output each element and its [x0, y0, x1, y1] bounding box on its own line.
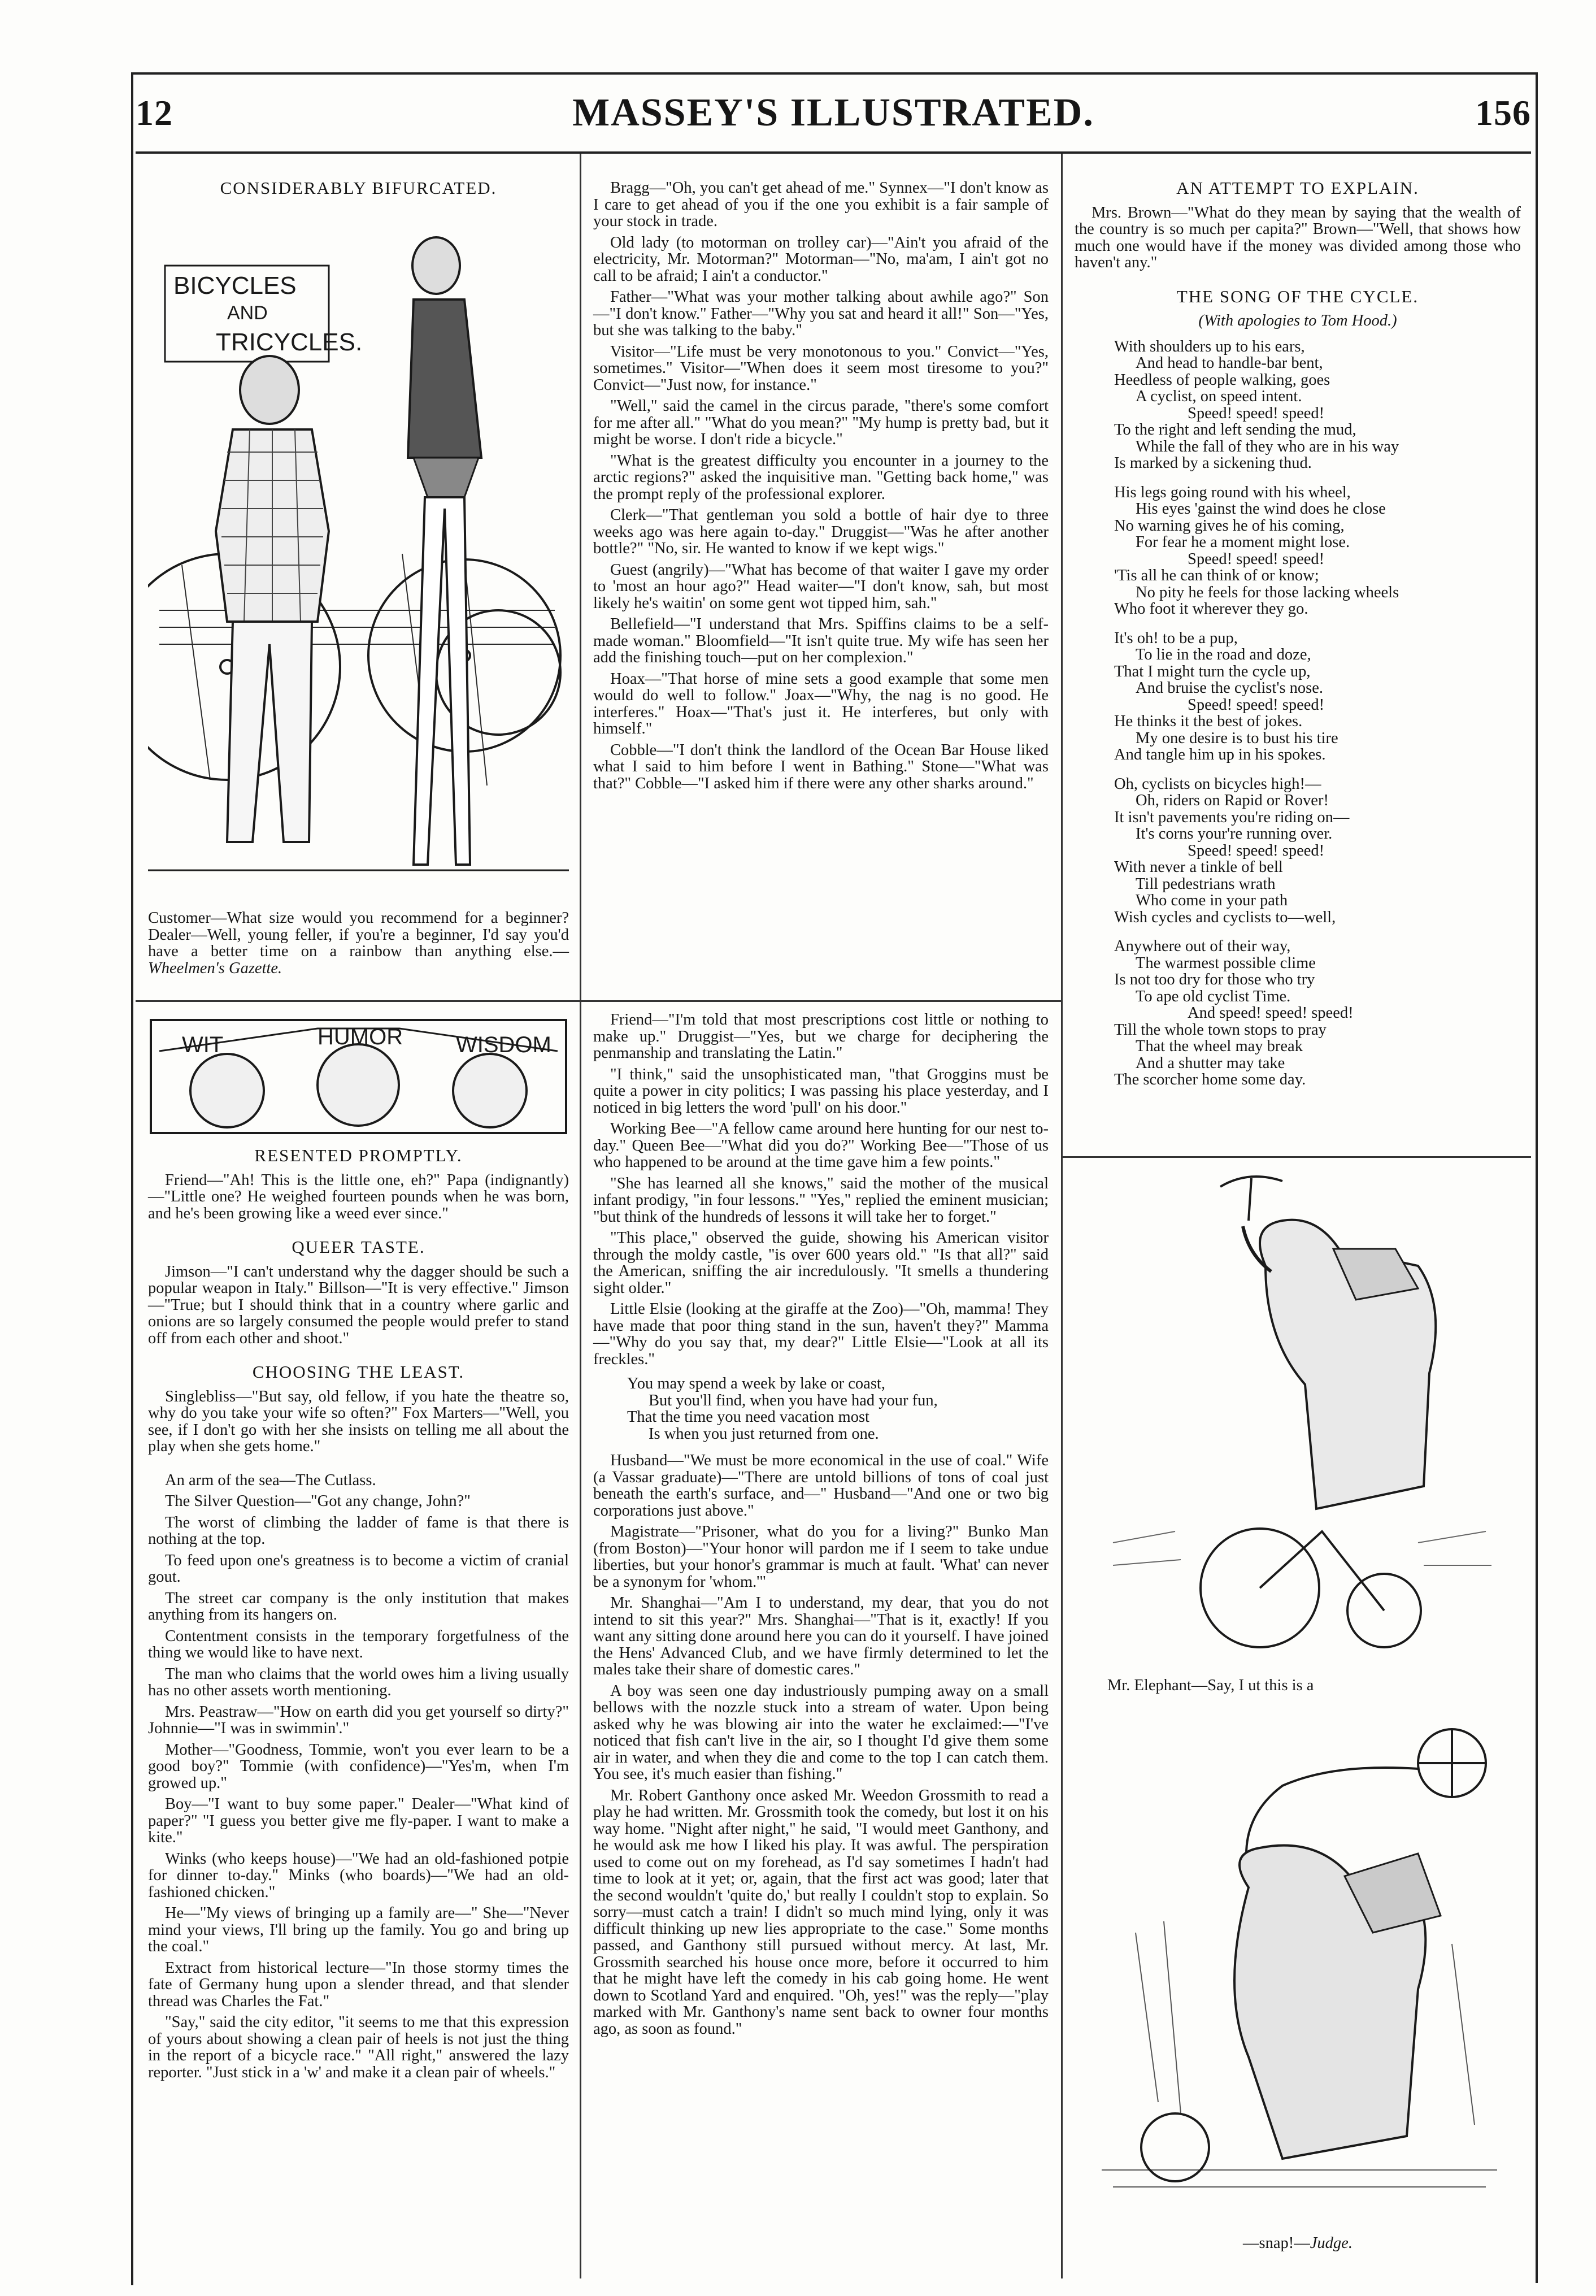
bicycle-wheels: [148, 554, 560, 780]
joke-paragraph: "She has learned all she knows," said the mother of the musical infant prodigy, "in four lessons." "Yes," replied the eminent musician; "but think of the hundreds of lessons it will take her to forget.": [593, 1174, 1049, 1226]
misc-paragraph: The man who claims that the world owes him a living usually has no other assets worth mentioning.: [148, 1665, 569, 1699]
joke-paragraph: Clerk—"That gentleman you sold a bottle of hair dye to three weeks ago was here again to-day." Druggist—"Was he after another bottle?" "No, sir. He wanted to know if we kept wigs.": [593, 506, 1049, 557]
poem-line: My one desire is to bust his tire: [1136, 729, 1338, 747]
misc-paragraph: Boy—"I want to buy some paper." Dealer—"What kind of paper?" "I guess you better give me fly-paper. I want to make a kite.": [148, 1795, 569, 1846]
text-attempt: Mrs. Brown—"What do they mean by saying that the wealth of the country is so much per capita?" Brown—"Well, that shows how much one would have if the money was divided among those who haven't any.": [1075, 203, 1521, 271]
right-face-medallion: [453, 1054, 527, 1127]
poem-line: It's corns your're running over.: [1136, 825, 1333, 843]
joke-paragraph: Visitor—"Life must be very monotonous to you." Convict—"Yes, sometimes." Visitor—"When does it seem most tiresome to you?" Convict—"Just now, for instance.": [593, 342, 1049, 394]
customer-figure: [216, 356, 329, 842]
poem-line: Who come in your path: [1136, 892, 1288, 909]
poem-stanza: [1114, 630, 1521, 763]
masthead: [136, 90, 1531, 136]
poem-line: Speed! speed! speed!: [1188, 696, 1325, 714]
banner-humor: HUMOR: [318, 1025, 403, 1049]
elephant-caption-bottom-prefix: —snap!—: [1243, 2234, 1310, 2252]
column-2-bottom: [593, 1012, 1049, 2042]
poem-line: Is not too dry for those who try: [1114, 971, 1315, 988]
banner-wit: WIT: [182, 1032, 224, 1057]
column-2-top: [593, 180, 1049, 796]
cartoon-caption-block: [148, 910, 569, 981]
joke-paragraph: "I think," said the unsophisticated man, "that Groggins must be quite a power in city politics; I was passing his place yesterday, and I noticed in big letters the word 'pull' on his door.": [593, 1065, 1049, 1117]
page-number-left: 12: [136, 93, 173, 133]
song-of-the-cycle-poem: [1075, 338, 1521, 1088]
joke-paragraph: Guest (angrily)—"What has become of that waiter I gave my order to 'most an hour ago?" Head waiter—"I don't know, sah, but most likely he's waitin' on some gent wot tipped him, sah.": [593, 561, 1049, 612]
hatching-background: [159, 554, 555, 785]
joke-paragraph: Mr. Shanghai—"Am I to understand, my dear, that you do not intend to sit this year?" Mrs. Shanghai—"That is it, exactly! If you want any sitting done around here you can do it yourself. I have joined the Hens' Advanced Club, and we have firmly determined to let the males take their share of domestic cares.": [593, 1594, 1049, 1678]
poem-line: While the fall of they who are in his way: [1136, 437, 1399, 455]
elephant-drawing-1: [1079, 1170, 1520, 1667]
poem-line: Speed! speed! speed!: [1188, 550, 1325, 568]
masthead-rule: [136, 151, 1531, 154]
verse-line: Is when you just returned from one.: [649, 1425, 879, 1443]
poem-line: And speed! speed! speed!: [1188, 1004, 1354, 1022]
divider-col2: [581, 1000, 1061, 1002]
poem-line: With never a tinkle of bell: [1114, 858, 1283, 876]
misc-paragraph: He—"My views of bringing up a family are—" She—"Never mind your views, I'll bring up the family. You go and bring up the coal.": [148, 1904, 569, 1955]
poem-line: No warning gives he of his coming,: [1114, 517, 1345, 535]
verse-line: That the time you need vacation most: [627, 1408, 869, 1426]
poem-line: It's oh! to be a pup,: [1114, 629, 1238, 647]
joke-paragraph: A boy was seen one day industriously pumping away on a small bellows with the nozzle stuck into a stream of water. Upon being asked why he was blowing air into the water he exclaimed:—"I've noticed that fish can't live in the air, so I thought I'd give them some air in water, and when they die and come to the top I can catch them. You see, it's much easier than fishing.": [593, 1682, 1049, 1783]
divider-col1: [136, 1000, 580, 1002]
shop-sign-line2: AND: [227, 302, 268, 324]
poem-line: To the right and left sending the mud,: [1114, 421, 1356, 439]
column-3: [1075, 180, 1521, 1101]
joke-paragraph: Magistrate—"Prisoner, what do you for a living?" Bunko Man (from Boston)—"Your honor will pardon me if I seem to take undue liberties, but your honor's grammar is much at fault. 'What' can never be a synonym for 'whom.'": [593, 1523, 1049, 1591]
joke-paragraph: Old lady (to motorman on trolley car)—"Ain't you afraid of the electricity, Mr. Motorman?" Motorman—"No, ma'am, I ain't got no call to be afraid; I ain't a conductor.": [593, 233, 1049, 285]
joke-paragraph: Bragg—"Oh, you can't get ahead of me." Synnex—"I don't know as I care to get ahead of you if the one you exhibit is a fair sample of your stock in trade.: [593, 179, 1049, 230]
joke-paragraph: Mr. Robert Ganthony once asked Mr. Weedon Grossmith to read a play he had written. Mr. Grossmith took the comedy, but lost it on his way home. "Night after night," he said, "I would meet Ganthony, and he would ask me how I liked his play. It was awful. The perspiration used to come out on my forehead, as I'd say sometimes I hadn't had time to look at it yet; or, again, that the first act was good; later that the second wouldn't 'quite do,' but really I couldn't stop to explain. So sorry—must catch a train! I didn't so much mind lying, only it was difficult thinking up new lies appropriate to the case." Some months passed, and Ganthony still pursued without mercy. At last, Mr. Grossmith searched his house once more, before it occurred to him that he might have left the comedy in his cab going home. He went down to Scotland Yard and enquired. "Oh, yes!" was the reply—"play marked with Mr. Ganthony's name sent back to owner four months ago, as soon as found.": [593, 1786, 1049, 2038]
banner-wisdom: WISDOM: [456, 1032, 551, 1057]
misc-paragraph: Winks (who keeps house)—"We had an old-fashioned potpie for dinner to-day." Minks (who boards)—"We had an old-fashioned chicken.": [148, 1850, 569, 1901]
heading-attempt: AN ATTEMPT TO EXPLAIN.: [1176, 178, 1419, 198]
cartoon-drawing: [148, 215, 569, 899]
col2-bottom-paragraphs: [593, 1012, 1049, 1368]
poem-line: 'Tis all he can think of or know;: [1114, 567, 1319, 584]
joke-paragraph: Cobble—"I don't think the landlord of the Ocean Bar House liked what I said to him before I went in Bathing." Stone—"What was that?" Cobble—"I asked him if there were any other sharks around.": [593, 741, 1049, 792]
poem-line: To lie in the road and doze,: [1136, 646, 1311, 663]
poem-stanza: [1114, 338, 1521, 472]
song-subtitle: (With apologies to Tom Hood.): [1198, 312, 1397, 329]
poem-line: For fear he a moment might lose.: [1136, 533, 1350, 551]
misc-paragraph: Extract from historical lecture—"In those stormy times the fate of Germany hung upon a slender thread, and that slender thread was Charles the Fat.": [148, 1959, 569, 2010]
misc-paragraphs: [148, 1472, 569, 2081]
poem-line: His legs going round with his wheel,: [1114, 483, 1351, 501]
poem-stanza: [1114, 776, 1521, 926]
vacation-verse: [593, 1375, 1049, 1442]
joke-paragraph: Hoax—"That horse of mine sets a good example that some men would do well to follow." Joax—"Why, the nag is no good. He interferes." Hoax—"That's just it. He interferes, but only with himself.": [593, 670, 1049, 737]
joke-paragraph: "What is the greatest difficulty you encounter in a journey to the arctic regions?" asked the inquisitive man. "Getting back home," was the prompt reply of the professional explorer.: [593, 452, 1049, 503]
poem-line: Is marked by a sickening thud.: [1114, 454, 1312, 472]
poem-line: It isn't pavements you're riding on—: [1114, 808, 1350, 826]
poem-line: Till the whole town stops to pray: [1114, 1021, 1327, 1039]
misc-paragraph: Contentment consists in the temporary forgetfulness of the thing we would like to have next.: [148, 1627, 569, 1661]
joke-paragraph: Working Bee—"A fellow came around here hunting for our nest to-day." Queen Bee—"What did you do?" Working Bee—"Those of us who happened to be around at the time gave him a few points.": [593, 1120, 1049, 1171]
page-number-right: 156: [1475, 93, 1531, 133]
wit-humor-wisdom-banner: [148, 1017, 569, 1136]
heading-resented: RESENTED PROMPTLY.: [254, 1145, 463, 1165]
elephant-drawing-2: [1079, 1707, 1520, 2226]
shop-sign-line1: BICYCLES: [173, 272, 297, 300]
poem-line: That I might turn the cycle up,: [1114, 662, 1311, 680]
poem-line: And bruise the cyclist's nose.: [1136, 679, 1324, 697]
caption-text: Customer—What size would you recommend for a beginner? Dealer—Well, young feller, if you're a beginner, I'd say you'd have a better time on a rainbow than anything else.—: [148, 909, 569, 960]
elephant-crash-illustration: [1079, 1707, 1520, 2226]
verse-line: You may spend a week by lake or coast,: [627, 1375, 885, 1392]
poem-line: Oh, cyclists on bicycles high!—: [1114, 775, 1321, 793]
misc-paragraph: Mrs. Peastraw—"How on earth did you get yourself so dirty?" Johnnie—"I was in swimmin'.": [148, 1703, 569, 1737]
poem-line: Till pedestrians wrath: [1136, 875, 1276, 893]
poem-line: And head to handle-bar bent,: [1136, 354, 1323, 372]
heading-bifurcated: CONSIDERABLY BIFURCATED.: [220, 178, 497, 198]
cartoon-bicycle-shop: [148, 215, 569, 899]
poem-line: He thinks it the best of jokes.: [1114, 713, 1303, 730]
left-face-medallion: [190, 1054, 264, 1127]
heading-queer: QUEER TASTE.: [292, 1237, 425, 1257]
poem-line: No pity he feels for those lacking wheels: [1136, 583, 1399, 601]
poem-line: A cyclist, on speed intent.: [1136, 388, 1302, 405]
caption-source: Wheelmen's Gazette.: [148, 959, 282, 977]
col2-after-verse-paragraphs: [593, 1452, 1049, 2037]
verse-line: But you'll find, when you have had your fun,: [649, 1391, 938, 1409]
poem-stanza: [1114, 938, 1521, 1088]
heading-song: THE SONG OF THE CYCLE.: [1176, 286, 1419, 306]
broken-wheel: [1141, 2113, 1209, 2181]
joke-paragraph: "Well," said the camel in the circus parade, "there's some comfort for me after all." "What do you mean?" "My hump is pretty bad, but it might be worse. I don't ride a bicycle.": [593, 397, 1049, 448]
elephant-caption-bottom-block: [1075, 2235, 1521, 2252]
joke-paragraph: Bellefield—"I understand that Mrs. Spiffins claims to be a self-made woman." Bloomfield—"It isn't quite true. My wife has seen her add the finishing touch—put on her complexion.": [593, 615, 1049, 666]
newspaper-title: MASSEY'S ILLUSTRATED.: [572, 91, 1094, 134]
elephant-on-bicycle-illustration: [1079, 1170, 1520, 1667]
misc-paragraph: Mother—"Goodness, Tommie, won't you ever learn to be a good boy?" Tommie (with confidence)—"Yes'm, when I'm growed up.": [148, 1741, 569, 1792]
joke-paragraph: Little Elsie (looking at the giraffe at the Zoo)—"Oh, mamma! They have made that poor thing stand in the sun, haven't they?" Mamma—"Why do you say that, my dear?" Little Elsie—"Look at all its freckles.": [593, 1300, 1049, 1368]
poem-line: And tangle him up in his spokes.: [1114, 746, 1326, 763]
joke-paragraph: Father—"What was your mother talking about awhile ago?" Son—"I don't know." Father—"Why you sat and heard it all!" Son—"Yes, but she was talking to the baby.": [593, 288, 1049, 339]
dealer-figure: [408, 237, 481, 865]
banner-drawing: [148, 1017, 569, 1136]
misc-paragraph: To feed upon one's greatness is to become a victim of cranial gout.: [148, 1551, 569, 1586]
misc-paragraph: The worst of climbing the ladder of fame is that there is nothing at the top.: [148, 1513, 569, 1548]
joke-paragraph: "This place," observed the guide, showing his American visitor through the moldy castle, "is over 600 years old." "Is that all?" said the American, sniffing the air incredulously. "It smells a thundering sight older.": [593, 1229, 1049, 1297]
cartoon-caption: [148, 910, 569, 976]
col2-top-paragraphs: [593, 180, 1049, 792]
column-rule-1: [580, 154, 581, 2278]
elephant-caption-top: Mr. Elephant—Say, I ut this is a: [1107, 1677, 1314, 1694]
center-jester-medallion: [318, 1044, 399, 1126]
misc-paragraph: "Say," said the city editor, "it seems to me that this expression of yours about showing a clean pair of heels is not just the thing in the report of a bicycle race." "All right," answered the lazy reporter. "Just stick in a 'w' and make it a clean pair of wheels.": [148, 2013, 569, 2081]
poem-line: And a shutter may take: [1136, 1054, 1285, 1072]
poem-line: The scorcher home some day.: [1114, 1071, 1306, 1088]
poem-line: That the wheel may break: [1136, 1038, 1303, 1055]
poem-line: Speed! speed! speed!: [1188, 841, 1325, 860]
shop-sign-line3: TRICYCLES.: [216, 328, 363, 356]
column-1-lower: [148, 1147, 569, 2085]
poem-stanza: [1114, 484, 1521, 618]
poem-line: Wish cycles and cyclists to—well,: [1114, 908, 1336, 926]
text-queer: Jimson—"I can't understand why the dagger should be such a popular weapon in Italy." Billson—"It is very effective." Jimson—"True; but I should think that in a country where garlic and onions are so largely consumed the people would prefer to stand off from each other and shoot.": [148, 1262, 569, 1347]
column-1: [148, 180, 569, 205]
page-frame-right: [1536, 72, 1538, 2283]
divider-col3: [1063, 1156, 1531, 1158]
poem-line: With shoulders up to his ears,: [1114, 337, 1305, 355]
poem-line: His eyes 'gainst the wind does he close: [1136, 500, 1386, 518]
joke-paragraph: Friend—"I'm told that most prescriptions cost little or nothing to make up." Druggist—"Yes, but we charge for deciphering the penmanship and translating the Latin.": [593, 1011, 1049, 1062]
elephant-caption-top-block: [1107, 1677, 1503, 1699]
poem-line: The warmest possible clime: [1136, 954, 1316, 972]
poem-line: Heedless of people walking, goes: [1114, 371, 1330, 389]
elephant-caption-bottom-source: Judge.: [1310, 2234, 1353, 2252]
poem-line: Oh, riders on Rapid or Rover!: [1136, 792, 1329, 809]
poem-line: Who foot it wherever they go.: [1114, 600, 1308, 618]
misc-paragraph: The Silver Question—"Got any change, John?": [165, 1492, 471, 1510]
text-choosing: Singlebliss—"But say, old fellow, if you hate the theatre so, why do you take your wife so often?" Fox Marters—"Well, you see, if I don't go with her she insists on telling me all about the play when she gets home.": [148, 1387, 569, 1455]
misc-paragraph: An arm of the sea—The Cutlass.: [165, 1471, 376, 1489]
column-rule-2: [1061, 154, 1063, 2278]
text-resented: Friend—"Ah! This is the little one, eh?" Papa (indignantly)—"Little one? He weighed fourteen pounds when he was born, and he's been growing like a weed ever since.": [148, 1171, 569, 1222]
joke-paragraph: Husband—"We must be more economical in the use of coal." Wife (a Vassar graduate)—"There are untold billions of tons of coal just beneath the earth's surface, and—" Husband—"And one or two big corporations just above.": [593, 1452, 1049, 1520]
poem-line: To ape old cyclist Time.: [1136, 987, 1291, 1005]
poem-line: Anywhere out of their way,: [1114, 938, 1291, 955]
misc-paragraph: The street car company is the only institution that makes anything from its hangers on.: [148, 1589, 569, 1624]
poem-line: Speed! speed! speed!: [1188, 404, 1325, 422]
heading-choosing: CHOOSING THE LEAST.: [252, 1362, 465, 1382]
